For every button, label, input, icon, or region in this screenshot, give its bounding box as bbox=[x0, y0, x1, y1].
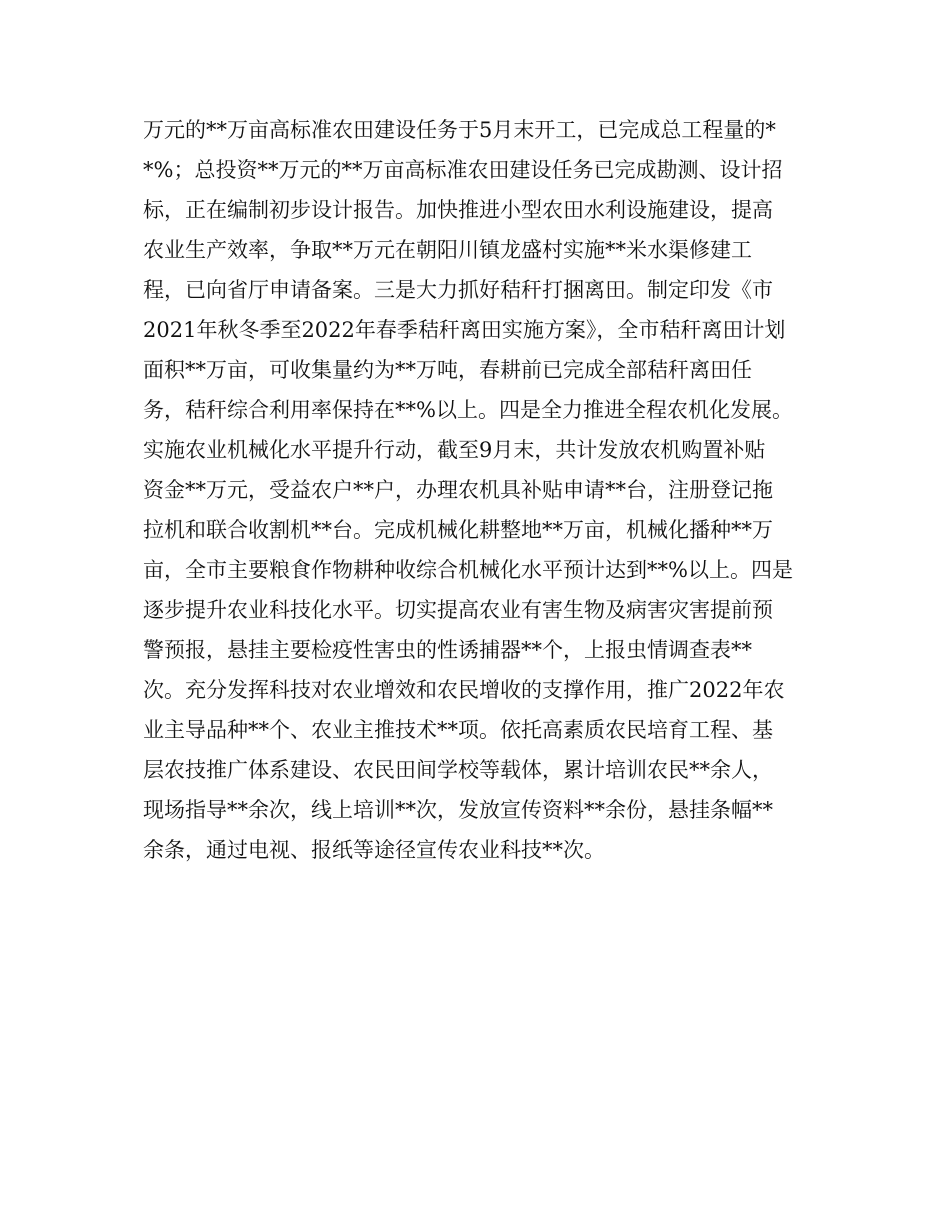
text-line: 亩，全市主要粮食作物耕种收综合机械化水平预计达到**%以上。四是 bbox=[143, 558, 793, 582]
text-line: 层农技推广体系建设、农民田间学校等载体，累计培训农民**余人， bbox=[143, 758, 773, 782]
text-line: 标，正在编制初步设计报告。加快推进小型农田水利设施建设，提高 bbox=[143, 198, 773, 222]
text-line: 万元的**万亩高标准农田建设任务于5月末开工，已完成总工程量的* bbox=[143, 118, 776, 142]
text-line: 实施农业机械化水平提升行动，截至9月末，共计发放农机购置补贴 bbox=[143, 438, 766, 462]
text-line: 务，秸秆综合利用率保持在**%以上。四是全力推进全程农机化发展。 bbox=[143, 398, 793, 422]
text-line: *%；总投资**万元的**万亩高标准农田建设任务已完成勘测、设计招 bbox=[143, 158, 783, 182]
text-line: 2021年秋冬季至2022年春季秸秆离田实施方案》，全市秸秆离田计划 bbox=[143, 318, 786, 342]
text-line: 现场指导**余次，线上培训**次，发放宣传资料**余份，悬挂条幅** bbox=[143, 798, 773, 822]
text-line: 逐步提升农业科技化水平。切实提高农业有害生物及病害灾害提前预 bbox=[143, 598, 773, 622]
text-line: 警预报，悬挂主要检疫性害虫的性诱捕器**个，上报虫情调查表** bbox=[143, 638, 752, 662]
text-line: 农业生产效率，争取**万元在朝阳川镇龙盛村实施**米水渠修建工 bbox=[143, 238, 752, 262]
body-text bbox=[143, 110, 813, 870]
text-line: 拉机和联合收割机**台。完成机械化耕整地**万亩，机械化播种**万 bbox=[143, 518, 773, 542]
text-line: 资金**万元，受益农户**户，办理农机具补贴申请**台，注册登记拖 bbox=[143, 478, 773, 502]
text-line: 程，已向省厅申请备案。三是大力抓好秸秆打捆离田。制定印发《市 bbox=[143, 278, 773, 302]
text-line: 余条，通过电视、报纸等途径宣传农业科技**次。 bbox=[143, 838, 605, 862]
text-line: 面积**万亩，可收集量约为**万吨，春耕前已完成全部秸秆离田任 bbox=[143, 358, 752, 382]
text-line: 次。充分发挥科技对农业增效和农民增收的支撑作用，推广2022年农 bbox=[143, 678, 785, 702]
text-line: 业主导品种**个、农业主推技术**项。依托高素质农民培育工程、基 bbox=[143, 718, 773, 742]
